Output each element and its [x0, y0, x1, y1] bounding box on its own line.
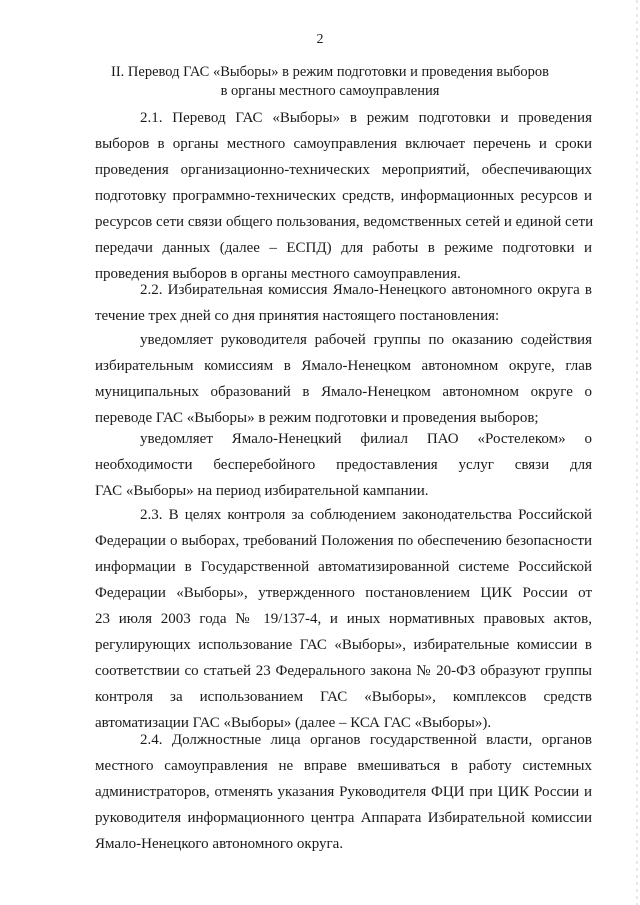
- text-line: подготовку программно-технических средств, информационных ресурсов и: [95, 188, 592, 204]
- text-line: переводе ГАС «Выборы» в режим подготовки и проведения выборов;: [95, 410, 539, 426]
- section-heading-line: в органы местного самоуправления: [220, 83, 440, 99]
- text-line: 2.2. Избирательная комиссия Ямало-Ненецкого автономного округа в: [140, 282, 592, 298]
- text-line: 23 июля 2003 года № 19/137-4, и иных нормативных правовых актов,: [95, 611, 592, 627]
- paragraph-notify-working-group: [95, 327, 592, 431]
- text-line: Федерации о выборах, требований Положения по обеспечению безопасности: [95, 533, 592, 549]
- text-line: соответствии со статьей 23 Федерального закона № 20-ФЗ образуют группы: [95, 663, 592, 679]
- text-line: регулирующих использование ГАС «Выборы», избирательные комиссии в: [95, 637, 592, 653]
- text-line: 2.1. Перевод ГАС «Выборы» в режим подготовки и проведения: [140, 110, 592, 126]
- text-line: Федерации «Выборы», утвержденного постановлением ЦИК России от: [95, 585, 592, 601]
- section-heading-line: II. Перевод ГАС «Выборы» в режим подготовки и проведения выборов: [111, 64, 549, 80]
- text-line: выборов в органы местного самоуправления включает перечень и сроки: [95, 136, 592, 152]
- text-line: проведения выборов в органы местного самоуправления.: [95, 266, 461, 282]
- text-line: уведомляет Ямало-Ненецкий филиал ПАО «Ростелеком» о: [140, 431, 592, 447]
- paragraph-2-2: [95, 277, 592, 329]
- section-heading: [95, 63, 565, 101]
- scan-edge-line: [636, 0, 638, 905]
- paragraph-2-1: [95, 105, 592, 287]
- text-line: передачи данных (далее – ЕСПД) для работы в режиме подготовки и: [95, 240, 592, 256]
- text-line: руководителя информационного центра Аппарата Избирательной комиссии: [95, 810, 592, 826]
- paragraph-2-3: [95, 502, 592, 736]
- text-line: информации в Государственной автоматизированной системе Российской: [95, 559, 592, 575]
- text-line: течение трех дней со дня принятия настоящего постановления:: [95, 308, 500, 324]
- page-number: 2: [316, 32, 324, 47]
- text-line: контроля за использованием ГАС «Выборы», комплексов средств: [95, 689, 592, 705]
- text-line: администраторов, отменять указания Руководителя ФЦИ при ЦИК России и: [95, 784, 592, 800]
- text-line: необходимости бесперебойного предоставления услуг связи для: [95, 457, 592, 473]
- text-line: проведения организационно-технических мероприятий, обеспечивающих: [95, 162, 592, 178]
- text-line: 2.4. Должностные лица органов государственной власти, органов: [140, 732, 592, 748]
- paragraph-2-4: [95, 727, 592, 857]
- text-line: автоматизации ГАС «Выборы» (далее – КСА ГАС «Выборы»).: [95, 715, 492, 731]
- text-line: муниципальных образований в Ямало-Ненецком автономном округе о: [95, 384, 592, 400]
- text-line: избирательным комиссиям в Ямало-Ненецком автономном округе, глав: [95, 358, 592, 374]
- text-line: местного самоуправления не вправе вмешиваться в работу системных: [95, 758, 592, 774]
- text-line: Ямало-Ненецкого автономного округа.: [95, 836, 344, 852]
- text-line: 2.3. В целях контроля за соблюдением законодательства Российской: [140, 507, 592, 523]
- paragraph-notify-rostelecom: [95, 426, 592, 504]
- text-line: уведомляет руководителя рабочей группы по оказанию содействия: [140, 332, 592, 348]
- text-line: ГАС «Выборы» на период избирательной кампании.: [95, 483, 429, 499]
- text-line: ресурсов сети связи общего пользования, ведомственных сетей и единой сети: [95, 214, 594, 230]
